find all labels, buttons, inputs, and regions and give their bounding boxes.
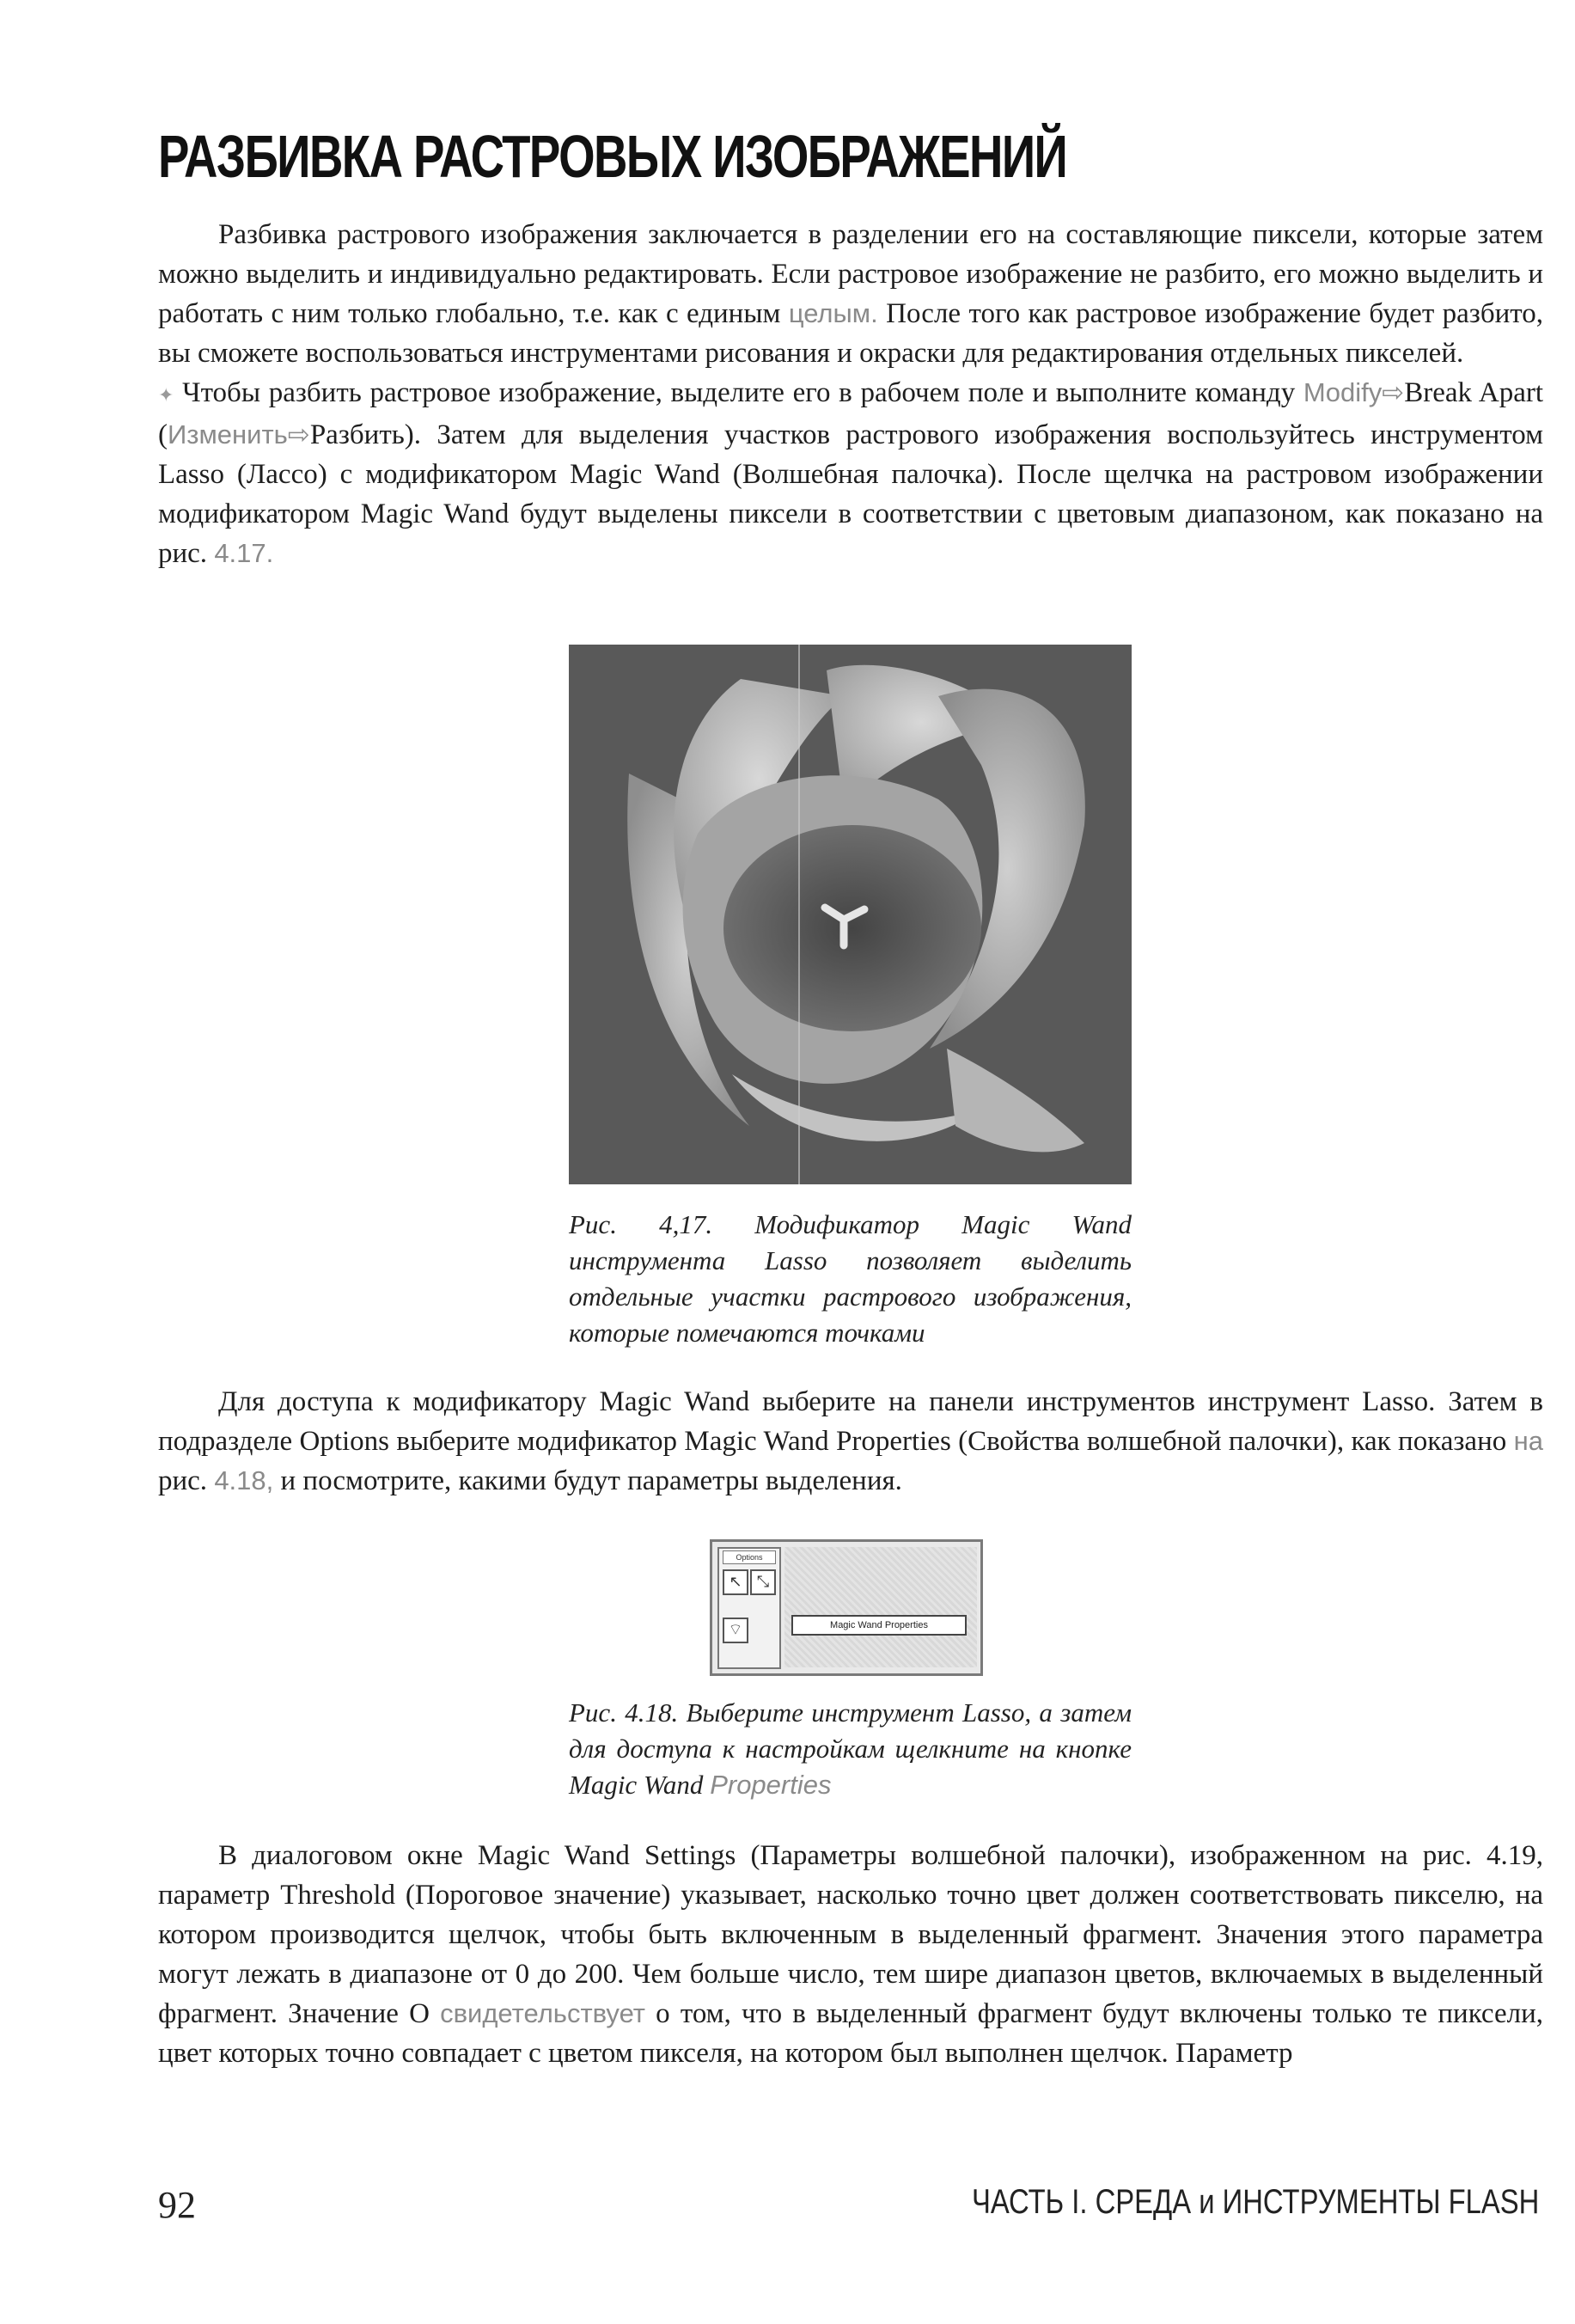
magic-wand-icon: ⤡	[750, 1569, 776, 1595]
figure-tulip-photo	[569, 645, 1132, 1184]
magic-wand-properties-button: Magic Wand Properties	[791, 1615, 967, 1636]
page-number: 92	[158, 2184, 196, 2226]
paragraph-text: Разбить). Затем для выделения участков растрового изображения воспользуйтесь инструментом Lasso (Лассо) с модификатором Magic Wand (Волшебная палочка). После щелчка на растровом изображении модификатором Magic Wand будут выделены пиксели в соответствии с цветовым диапазоном, как показано на рис.	[158, 419, 1543, 569]
caption-faded-word: Properties	[710, 1770, 832, 1800]
running-footer: ЧАСТЬ I. СРЕДА и ИНСТРУМЕНТЫ FLASH	[971, 2183, 1539, 2221]
figure-caption-4-17: Рис. 4,17. Модификатор Magic Wand инструмента Lasso позволяет выделить отдельные участки растрового изображения, которые помечаются точками	[569, 1209, 1132, 1348]
paragraph-text: После того как растровое изображение будет разбито, вы сможете воспользоваться инструментами рисования и окраски для редактирования отдельных пикселей.	[158, 298, 1544, 369]
lasso-arrow-icon: ↖	[723, 1569, 748, 1595]
paragraph-text: Чтобы разбить растровое изображение, выделите его в рабочем поле и выполните команду	[182, 377, 1303, 408]
step-bullet-icon: ✦	[158, 384, 174, 406]
paragraph-text: Break Apart (	[158, 377, 1543, 450]
paragraph-text: о том, что в выделенный фрагмент будут включены только те пиксели, цвет которых точно совпадает с цветом пикселя, на котором был выполнен щелчок. Параметр	[158, 1998, 1543, 2069]
menu-command: Modify	[1303, 377, 1383, 407]
faded-word: целым.	[788, 298, 878, 328]
paragraph-text: и посмотрите, какими будут параметры выделения.	[273, 1465, 902, 1496]
paragraph-bitmap-breakup	[158, 215, 1543, 373]
paragraph-text: В диалоговом окне Magic Wand Settings (Параметры волшебной палочки), изображенном на рис. 4.19, параметр Threshold (Пороговое значение) указывает, насколько точно цвет должен соответствовать пикселю, на котором производится щелчок, чтобы быть включенным в выделенный фрагмент. Значения этого параметра могут лежать в диапазоне от 0 до 200. Чем больше число, тем шире диапазон цветов, включаемых в выделенный фрагмент. Значение О	[158, 1840, 1543, 2029]
caption-text: Рис. 4.18. Выберите инструмент Lasso, а затем для доступа к настройкам щелкните на кнопке Magic Wand	[569, 1697, 1132, 1800]
options-tab-label: Options	[723, 1550, 776, 1564]
stage-area	[784, 1547, 977, 1667]
paragraph-magic-wand-access	[158, 1382, 1543, 1501]
menu-arrow-icon: ⇨	[1382, 377, 1405, 407]
figure-reference: 4.18,	[214, 1465, 274, 1495]
figure-options-panel	[710, 1539, 983, 1676]
figure-reference: 4.17.	[214, 538, 274, 568]
faded-word: свидетельствует	[440, 1998, 645, 2028]
figure-caption-4-18	[569, 1695, 1132, 1803]
paragraph-text: рис.	[158, 1465, 215, 1496]
paragraph-magic-wand-settings	[158, 1836, 1543, 2073]
polygon-mode-icon: ⌔	[723, 1618, 748, 1643]
faded-word: на	[1513, 1426, 1543, 1456]
menu-arrow-icon: ⇨	[287, 419, 310, 450]
body-paragraphs-top	[158, 215, 1543, 573]
menu-command-ru: Изменить	[168, 419, 288, 450]
tulip-illustration	[569, 645, 1132, 1184]
options-panel	[717, 1547, 781, 1669]
section-heading: РАЗБИВКА РАСТРОВЫХ ИЗОБРАЖЕНИЙ	[158, 123, 1067, 190]
paragraph-text: Разбивка растрового изображения заключается в разделении его на составляющие пиксели, которые затем можно выделить и индивидуально редактировать. Если растровое изображение не разбито, его можно выделить и работать с ним только глобально, т.е. как с единым	[158, 219, 1543, 329]
paragraph-instructions	[158, 373, 1543, 573]
paragraph-text: Для доступа к модификатору Magic Wand выберите на панели инструментов инструмент Lasso. Затем в подразделе Options выберите модификатор Magic Wand Properties (Свойства волшебной палочки), как показано	[158, 1386, 1543, 1457]
